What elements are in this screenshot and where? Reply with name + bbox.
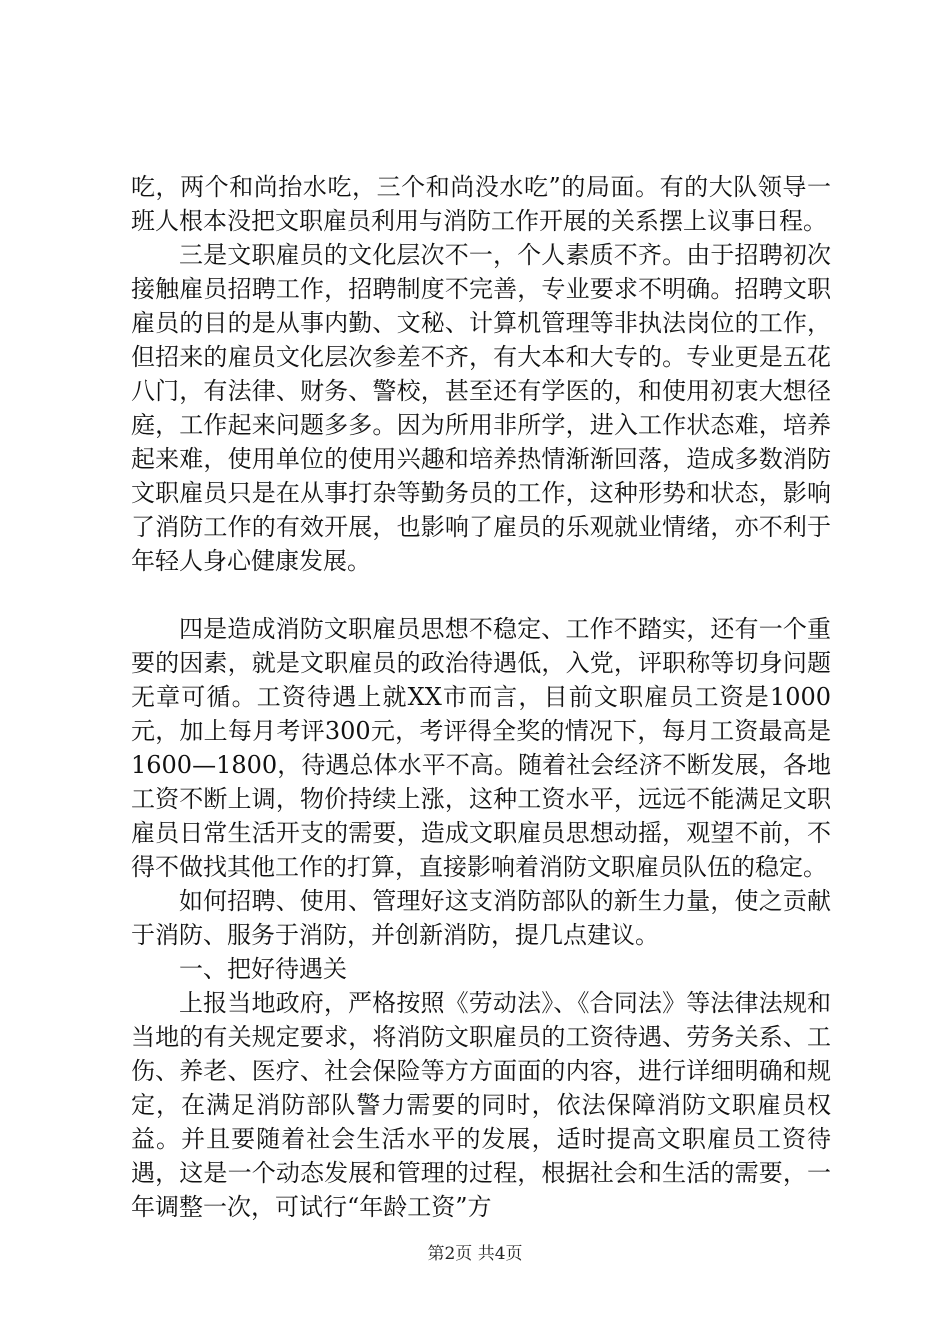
- document-body: [131, 170, 831, 1224]
- paragraph-proposal-intro: 如何招聘、使用、管理好这支消防部队的新生力量，使之贡献于消防、服务于消防，并创新消防，提几点建议。: [131, 887, 831, 949]
- paragraph-continuation: 吃，两个和尚抬水吃，三个和尚没水吃”的局面。有的大队领导一班人根本没把文职雇员利用与消防工作开展的关系摆上议事日程。: [131, 173, 831, 235]
- section-heading-salary: 一、把好待遇关: [179, 955, 347, 983]
- paragraph-point-three: 三是文职雇员的文化层次不一，个人素质不齐。由于招聘初次接触雇员招聘工作，招聘制度不完善，专业要求不明确。招聘文职雇员的目的是从事内勤、文秘、计算机管理等非执法岗位的工作，但招来的雇员文化层次参差不齐，有大本和大专的。专业更是五花八门，有法律、财务、警校，甚至还有学医的，和使用初衷大想径庭，工作起来问题多多。因为所用非所学，进入工作状态难，培养起来难，使用单位的使用兴趣和培养热情渐渐回落，造成多数消防文职雇员只是在从事打杂等勤务员的工作，这种形势和状态，影响了消防工作的有效开展，也影响了雇员的乐观就业情绪，亦不利于年轻人身心健康发展。: [131, 241, 831, 575]
- paragraph-salary-details: 上报当地政府，严格按照《劳动法》、《合同法》等法律法规和当地的有关规定要求，将消防文职雇员的工资待遇、劳务关系、工伤、养老、医疗、社会保险等方方面面的内容，进行详细明确和规定，在满足消防部队警力需要的同时，依法保障消防文职雇员权益。并且要随着社会生活水平的发展，适时提高文职雇员工资待遇，这是一个动态发展和管理的过程，根据社会和生活的需要，一年调整一次，可试行“年龄工资”方: [131, 989, 831, 1221]
- page-number-footer: 第2页 共4页: [427, 1244, 523, 1264]
- paragraph-point-four: 四是造成消防文职雇员思想不稳定、工作不踏实，还有一个重要的因素，就是文职雇员的政治待遇低，入党，评职称等切身问题无章可循。工资待遇上就XX市而言，目前文职雇员工资是1000元，加上每月考评300元，考评得全奖的情况下，每月工资最高是1600—1800，待遇总体水平不高。随着社会经济不断发展，各地工资不断上调，物价持续上涨，这种工资水平，远远不能满足文职雇员日常生活开支的需要，造成文职雇员思想动摇，观望不前，不得不做找其他工作的打算，直接影响着消防文职雇员队伍的稳定。: [131, 615, 831, 881]
